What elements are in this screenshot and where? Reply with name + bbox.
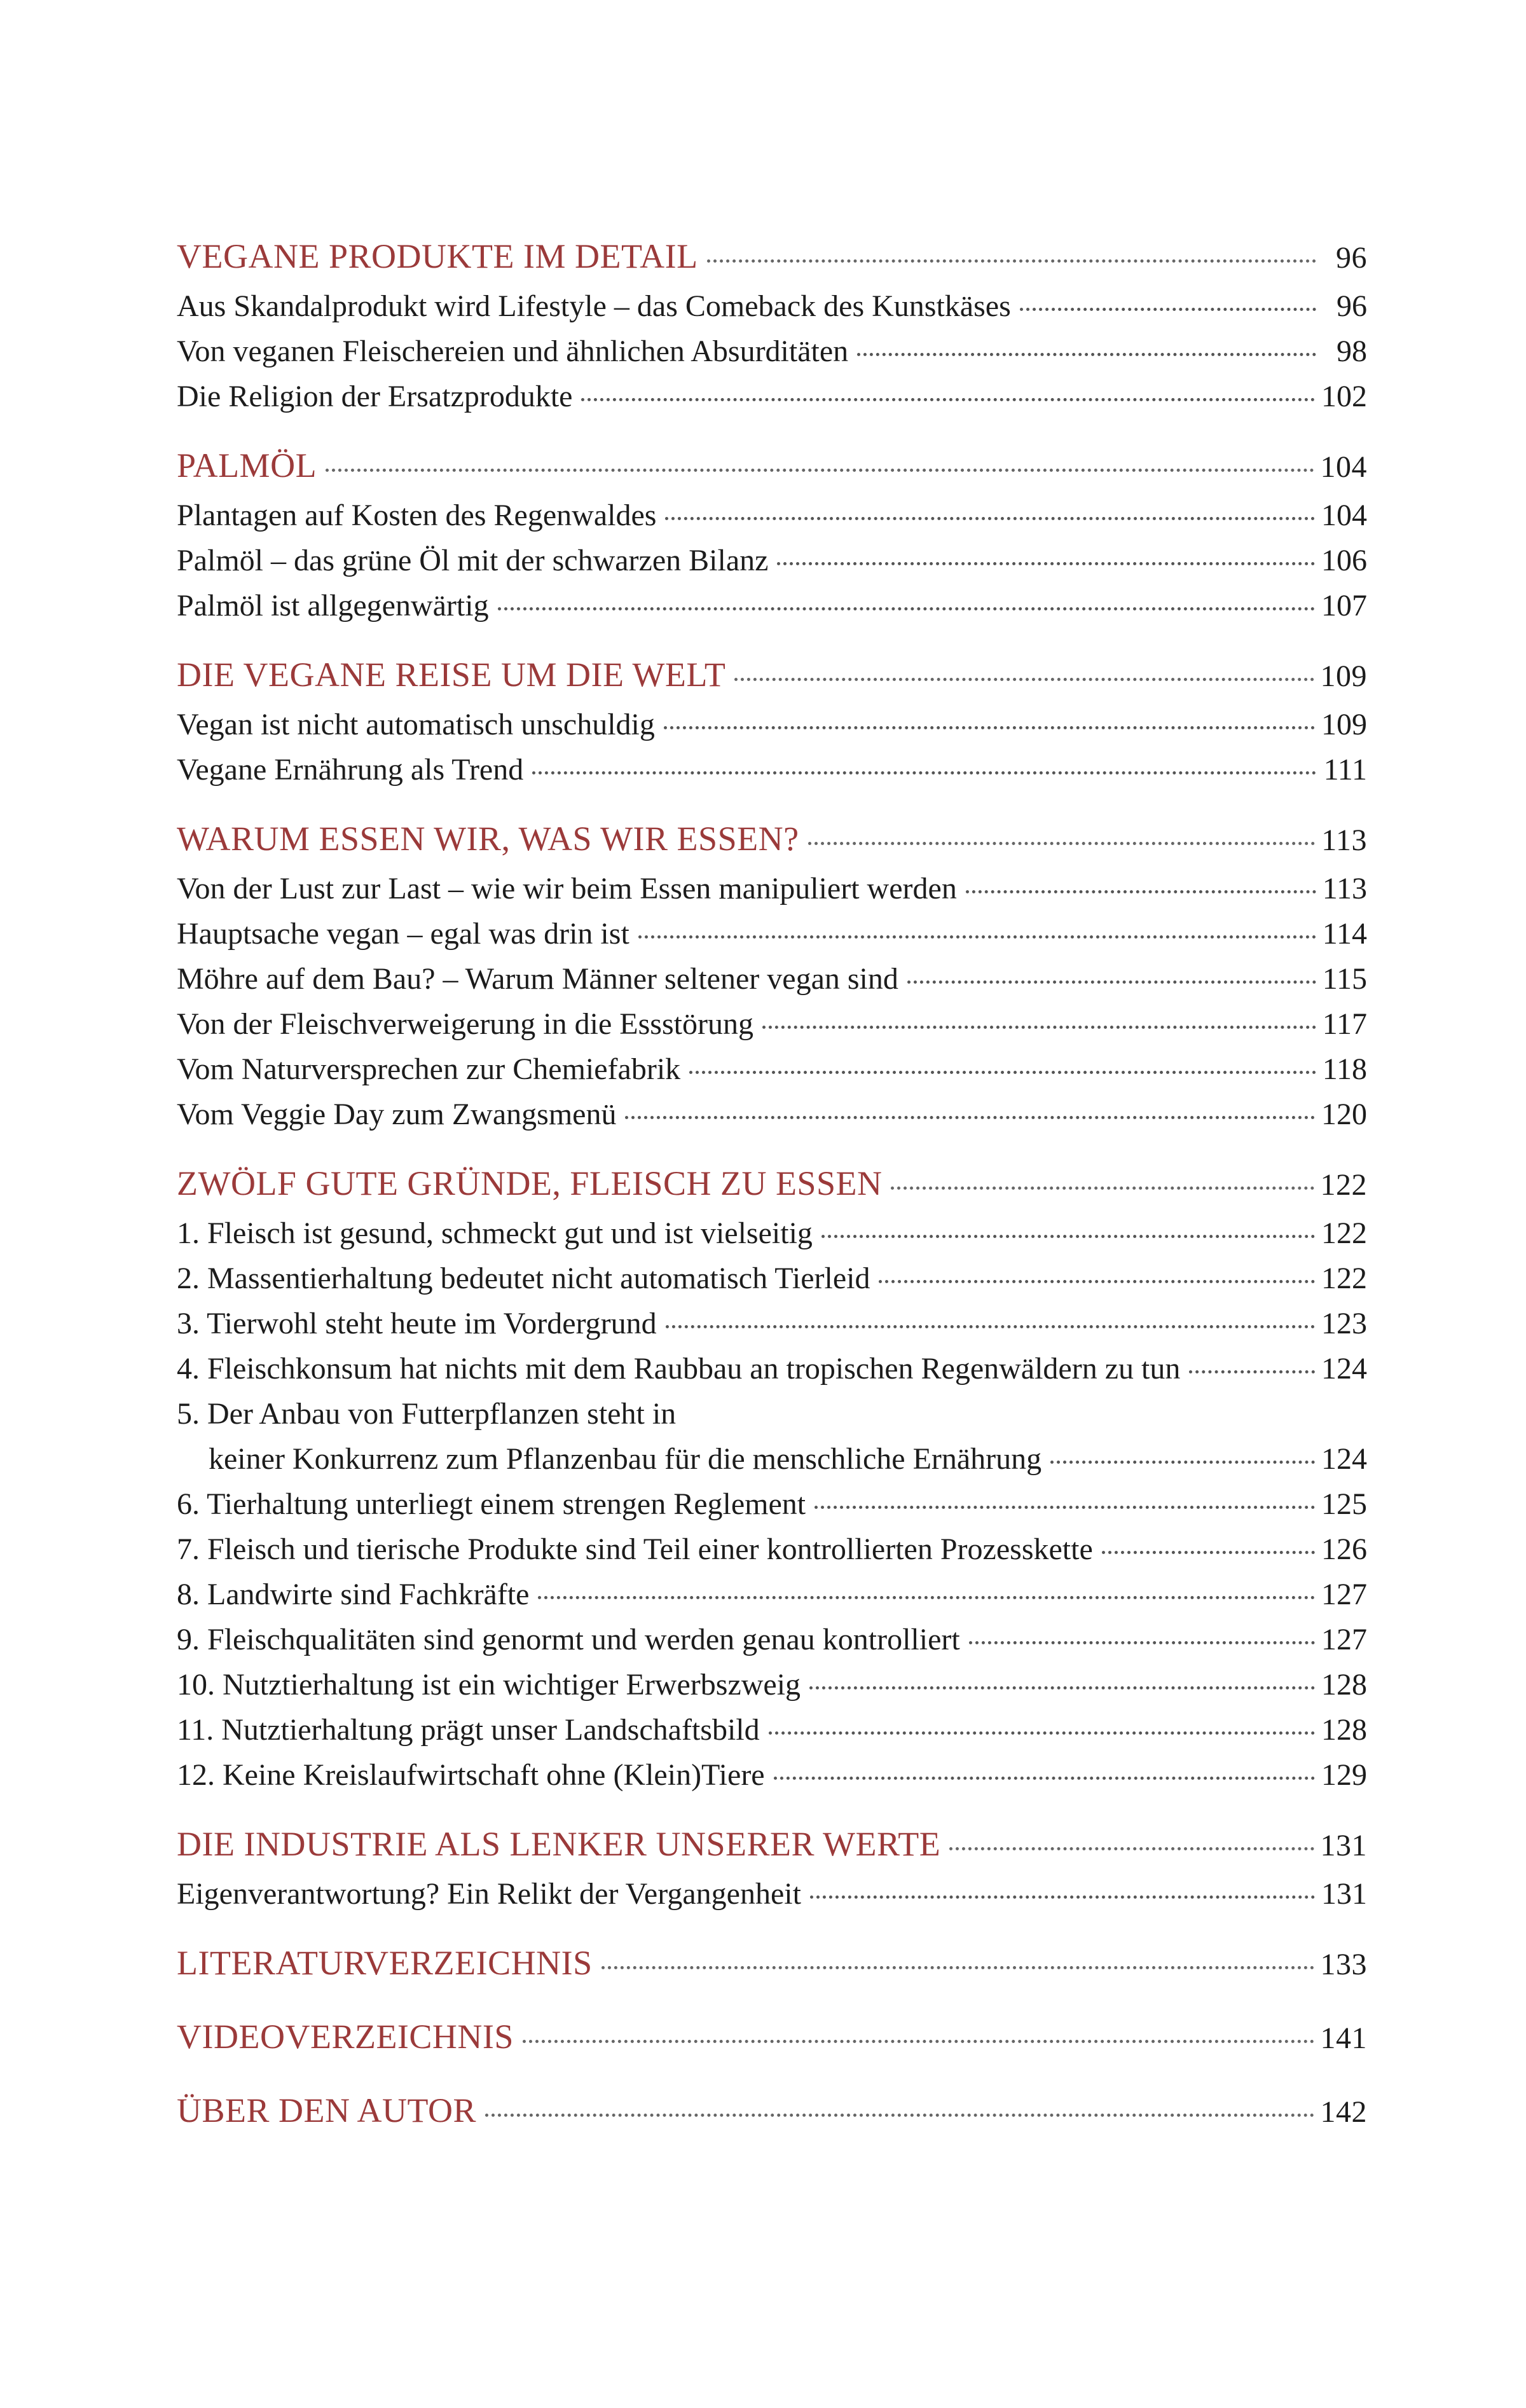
toc-entry-title: 3. Tierwohl steht heute im Vordergrund	[177, 1307, 657, 1340]
toc-chapter-page-number: 109	[1320, 659, 1367, 693]
toc-entry[interactable]	[177, 1758, 1367, 1803]
section-gap	[177, 633, 1367, 655]
toc-chapter-title: ÜBER DEN AUTOR	[177, 2091, 477, 2129]
dot-leader	[949, 1847, 1314, 1850]
dot-leader	[891, 1187, 1314, 1190]
toc-entry-title: Von der Lust zur Last – wie wir beim Essen manipuliert werden	[177, 872, 957, 905]
toc-entry-page-number: 117	[1322, 1007, 1367, 1041]
toc-chapter[interactable]	[177, 1164, 1367, 1216]
toc-entry[interactable]	[177, 1396, 1367, 1441]
dot-leader	[810, 1895, 1315, 1899]
toc-entry[interactable]	[177, 379, 1367, 424]
toc-entry-page-number: 127	[1321, 1578, 1367, 1611]
dot-leader	[1189, 1370, 1315, 1373]
toc-entry-page-number: 126	[1321, 1532, 1367, 1566]
dot-leader	[777, 562, 1315, 565]
toc-entry[interactable]	[177, 588, 1367, 633]
toc-entry-page-number: 127	[1321, 1623, 1367, 1656]
dot-leader	[532, 771, 1316, 774]
toc-entry-title: Hauptsache vegan – egal was drin ist	[177, 917, 629, 951]
toc-entry-title: Die Religion der Ersatzprodukte	[177, 380, 573, 413]
toc-entry[interactable]	[177, 289, 1367, 334]
dot-leader	[689, 1071, 1316, 1074]
toc-chapter[interactable]	[177, 819, 1367, 871]
toc-entry-continued-title: keiner Konkurrenz zum Pflanzenbau für die menschliche Ernährung	[209, 1442, 1042, 1476]
dot-leader	[857, 353, 1316, 356]
toc-entry[interactable]	[177, 1216, 1367, 1261]
dot-leader	[879, 1280, 1315, 1283]
section-gap	[177, 1803, 1367, 1824]
toc-chapter[interactable]	[177, 1824, 1367, 1876]
toc-chapter-title: ZWÖLF GUTE GRÜNDE, FLEISCH ZU ESSEN	[177, 1164, 883, 1202]
toc-chapter-title: DIE VEGANE REISE UM DIE WELT	[177, 656, 726, 694]
toc-entry-page-number: 128	[1321, 1713, 1367, 1747]
toc-entry[interactable]	[177, 1712, 1367, 1758]
toc-entry-title: Eigenverantwortung? Ein Relikt der Vergangenheit	[177, 1877, 801, 1911]
toc-chapter-title: PALMÖL	[177, 446, 317, 485]
toc-entry[interactable]	[177, 498, 1367, 543]
toc-entry-title: 7. Fleisch und tierische Produkte sind Teil einer kontrollierten Prozesskette	[177, 1532, 1093, 1566]
toc-entry[interactable]	[177, 1876, 1367, 1922]
toc-chapter[interactable]	[177, 2017, 1367, 2069]
toc-chapter-page-number: 133	[1320, 1948, 1367, 1981]
toc-entry-title: Möhre auf dem Bau? – Warum Männer seltener vegan sind	[177, 962, 898, 996]
dot-leader	[1050, 1461, 1315, 1464]
toc-chapter[interactable]	[177, 237, 1367, 289]
toc-chapter[interactable]	[177, 1943, 1367, 1995]
toc-chapter-title: LITERATURVERZEICHNIS	[177, 1944, 593, 1982]
toc-chapter-page-number: 96	[1336, 241, 1367, 275]
toc-entry[interactable]	[177, 1097, 1367, 1142]
toc-chapter-title: DIE INDUSTRIE ALS LENKER UNSERER WERTE	[177, 1825, 941, 1863]
dot-leader	[809, 1686, 1315, 1689]
toc-chapter-title: VIDEOVERZEICHNIS	[177, 2018, 514, 2056]
toc-entry-title: Von veganen Fleischereien und ähnlichen Absurditäten	[177, 334, 849, 368]
dot-leader	[485, 2114, 1314, 2117]
dot-leader	[523, 2040, 1314, 2043]
toc-entry-title: Aus Skandalprodukt wird Lifestyle – das Comeback des Kunstkäses	[177, 289, 1011, 323]
toc-entry[interactable]	[177, 1261, 1367, 1306]
dot-leader	[638, 935, 1316, 939]
dot-leader	[707, 259, 1316, 263]
dot-leader	[734, 678, 1314, 681]
toc-entry[interactable]	[177, 334, 1367, 379]
toc-chapter-page-number: 142	[1320, 2095, 1367, 2129]
toc-entry[interactable]	[177, 1622, 1367, 1667]
section-gap	[177, 797, 1367, 819]
dot-leader	[581, 398, 1315, 401]
dot-leader	[1020, 308, 1316, 311]
toc-entry-page-number: 128	[1321, 1668, 1367, 1702]
toc-entry-title: 9. Fleischqualitäten sind genormt und werden genau kontrolliert	[177, 1623, 960, 1656]
toc-entry-title: Vegane Ernährung als Trend	[177, 753, 524, 787]
dot-leader	[769, 1731, 1315, 1735]
toc-entry-title: 2. Massentierhaltung bedeutet nicht automatisch Tierleid	[177, 1262, 870, 1295]
toc-chapter-title: VEGANE PRODUKTE IM DETAIL	[177, 237, 698, 275]
toc-entry-page-number: 131	[1321, 1877, 1367, 1911]
toc-entry-page-number: 104	[1321, 499, 1367, 532]
toc-entry-page-number: 129	[1321, 1758, 1367, 1792]
toc-entry-title: 6. Tierhaltung unterliegt einem strengen Reglement	[177, 1487, 806, 1521]
toc-entry-title: Palmöl – das grüne Öl mit der schwarzen Bilanz	[177, 544, 769, 577]
dot-leader	[1102, 1551, 1315, 1554]
toc-chapter[interactable]	[177, 655, 1367, 707]
toc-entry[interactable]	[177, 871, 1367, 916]
toc-entry-page-number: 124	[1321, 1352, 1367, 1386]
toc-entry[interactable]	[177, 707, 1367, 752]
toc-entry[interactable]	[177, 1667, 1367, 1712]
toc-entry-page-number: 113	[1322, 872, 1367, 905]
toc-entry[interactable]	[177, 1007, 1367, 1052]
dot-leader	[907, 980, 1316, 984]
dot-leader	[815, 1506, 1315, 1509]
toc-entry-page-number: 107	[1321, 589, 1367, 623]
section-gap	[177, 424, 1367, 446]
toc-entry-page-number: 98	[1337, 334, 1367, 368]
dot-leader	[538, 1596, 1315, 1599]
toc-entry-page-number: 122	[1321, 1216, 1367, 1250]
toc-entry[interactable]	[177, 1351, 1367, 1396]
toc-chapter-page-number: 113	[1321, 823, 1367, 857]
toc-entry-page-number: 109	[1321, 708, 1367, 741]
toc-entry-page-number: 122	[1321, 1262, 1367, 1295]
toc-entry-page-number: 111	[1323, 753, 1367, 787]
toc-entry[interactable]	[177, 752, 1367, 797]
toc-chapter-page-number: 104	[1320, 450, 1367, 484]
toc-entry-title: 4. Fleischkonsum hat nichts mit dem Raubbau an tropischen Regenwäldern zu tun	[177, 1352, 1181, 1386]
section-gap	[177, 1142, 1367, 1164]
dot-leader	[774, 1777, 1315, 1780]
section-gap	[177, 1922, 1367, 1943]
toc-chapter[interactable]	[177, 2091, 1367, 2143]
dot-leader	[666, 1325, 1315, 1328]
toc-entry[interactable]	[177, 543, 1367, 588]
toc-entry-title: Palmöl ist allgegenwärtig	[177, 589, 489, 623]
dot-leader	[664, 726, 1315, 729]
dot-leader	[969, 1641, 1315, 1644]
toc-entry-continued-page-number: 124	[1321, 1442, 1367, 1476]
toc-entry-title: Von der Fleischverweigerung in die Essstörung	[177, 1007, 753, 1041]
toc-entry-page-number: 96	[1337, 289, 1367, 323]
toc-entry-page-number: 120	[1321, 1097, 1367, 1131]
toc-entry[interactable]	[177, 1306, 1367, 1351]
dot-leader	[665, 517, 1315, 520]
toc-entry-title: Vom Naturversprechen zur Chemiefabrik	[177, 1052, 681, 1086]
toc-entry[interactable]	[177, 1487, 1367, 1532]
dot-leader	[625, 1116, 1315, 1119]
table-of-contents	[177, 237, 1367, 2143]
toc-chapter[interactable]	[177, 446, 1367, 498]
toc-entry-page-number: 115	[1322, 962, 1367, 996]
toc-entry-title: Plantagen auf Kosten des Regenwaldes	[177, 499, 657, 532]
toc-chapter-page-number: 141	[1320, 2021, 1367, 2055]
toc-entry-title: 10. Nutztierhaltung ist ein wichtiger Erwerbszweig	[177, 1668, 801, 1702]
dot-leader	[601, 1966, 1314, 1969]
toc-entry-title: Vegan ist nicht automatisch unschuldig	[177, 708, 655, 741]
toc-entry-title: 1. Fleisch ist gesund, schmeckt gut und ist vielseitig	[177, 1216, 813, 1250]
toc-entry-title: 8. Landwirte sind Fachkräfte	[177, 1578, 530, 1611]
toc-chapter-title: WARUM ESSEN WIR, WAS WIR ESSEN?	[177, 820, 799, 858]
toc-entry-page-number: 125	[1321, 1487, 1367, 1521]
dot-leader	[498, 607, 1315, 610]
dot-leader	[808, 842, 1316, 845]
toc-entry-page-number: 123	[1321, 1307, 1367, 1340]
toc-entry[interactable]	[177, 1052, 1367, 1097]
toc-entry-title: 11. Nutztierhaltung prägt unser Landschaftsbild	[177, 1713, 760, 1747]
toc-entry-page-number: 118	[1322, 1052, 1367, 1086]
toc-entry-title: 12. Keine Kreislaufwirtschaft ohne (Klein)Tiere	[177, 1758, 765, 1792]
toc-entry-page-number: 114	[1322, 917, 1367, 951]
section-gap	[177, 1995, 1367, 2017]
section-gap	[177, 2069, 1367, 2091]
toc-entry-page-number: 102	[1321, 380, 1367, 413]
toc-entry[interactable]	[177, 916, 1367, 961]
toc-entry[interactable]	[177, 961, 1367, 1007]
toc-entry[interactable]	[177, 1532, 1367, 1577]
toc-entry-continued[interactable]	[177, 1441, 1367, 1487]
dot-leader	[326, 469, 1314, 472]
toc-chapter-page-number: 131	[1320, 1829, 1367, 1862]
dot-leader	[966, 890, 1316, 893]
toc-entry[interactable]	[177, 1577, 1367, 1622]
toc-entry-title: Vom Veggie Day zum Zwangsmenü	[177, 1097, 617, 1131]
toc-entry-title: 5. Der Anbau von Futterpflanzen steht in	[177, 1397, 677, 1431]
dot-leader	[762, 1026, 1316, 1029]
dot-leader	[821, 1235, 1315, 1238]
toc-entry-page-number: 106	[1321, 544, 1367, 577]
toc-chapter-page-number: 122	[1320, 1168, 1367, 1202]
